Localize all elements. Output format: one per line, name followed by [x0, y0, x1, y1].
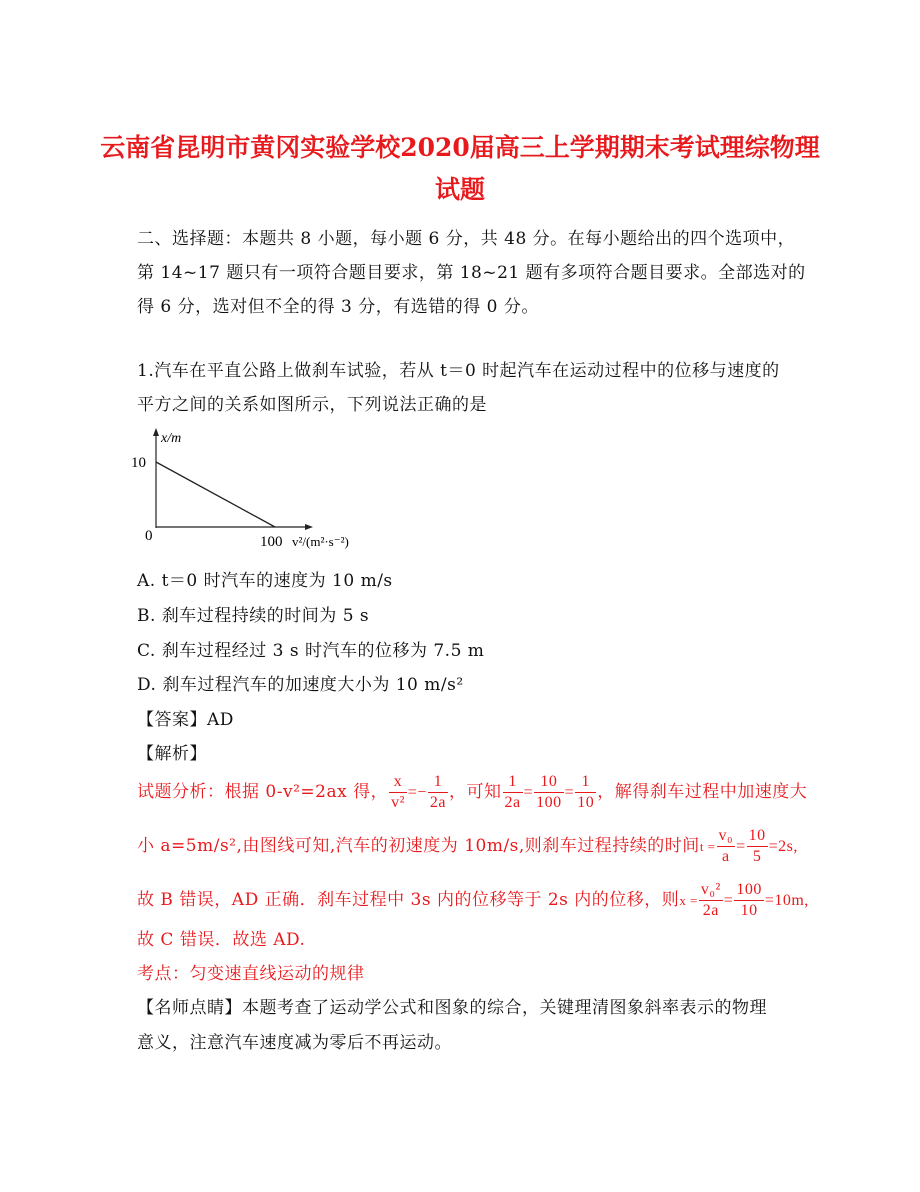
analysis-header: 【解析】 — [137, 744, 207, 764]
data-line — [156, 462, 275, 527]
y-tick-label: 10 — [131, 455, 146, 471]
question-stem: 1.汽车在平直公路上做刹车试验，若从 t＝0 时起汽车在运动过程中的位移与速度的 — [137, 361, 780, 381]
fraction: $\frac{1}{2a}$ — [504, 773, 521, 811]
intro-line: 得 6 分，选对但不全的得 3 分，有选错的得 0 分。 — [137, 297, 539, 317]
answer: 【答案】AD — [137, 710, 234, 730]
fraction: $\frac{1}{10}$ — [577, 773, 595, 811]
fraction: $\frac{100}{10}$ — [736, 881, 762, 919]
fraction: $\frac{\text{v₀}}{a}$ — [718, 827, 734, 865]
x-axis-label: v²/(m²·s⁻²) — [292, 534, 349, 549]
y-axis-arrow — [153, 428, 159, 436]
analysis-line-1: 试题分析：根据 0-v²=2ax 得， $\frac{x}{\text{v²}}$ =− $\frac{1}{2a}$ ，可知 $\frac{1}{2a}$ = $\frac{10}{100}$ = $\frac{1}{10}$ ，解得刹车过程中加速度大 — [137, 773, 808, 811]
option-c: C. 刹车过程经过 3 s 时汽车的位移为 7.5 m — [137, 641, 485, 661]
x-vs-v2-graph — [130, 420, 390, 560]
document-title-cont: 试题 — [434, 175, 485, 204]
question-stem: 平方之间的关系如图所示，下列说法正确的是 — [137, 395, 487, 415]
analysis-line-4: 故 C 错误．故选 AD. — [137, 930, 306, 950]
x-tick-label: 100 — [260, 534, 283, 550]
analysis-line-3: 故 B 错误，AD 正确．刹车过程中 3s 内的位移等于 2s 内的位移，则x = $\frac{\text{v₀²}}{2a}$ = $\frac{100}{10}$ =10m, — [137, 881, 809, 919]
option-a: A. t＝0 时汽车的速度为 10 m/s — [137, 571, 393, 591]
analysis-line-2: 小 a=5m/s²,由图线可知,汽车的初速度为 10m/s,则刹车过程持续的时间t = $\frac{\text{v₀}}{a}$ = $\frac{10}{5}$ =2s, — [137, 827, 798, 865]
fraction: $\frac{1}{2a}$ — [429, 773, 447, 811]
teacher-comment: 意义，注意汽车速度减为零后不再运动。 — [137, 1033, 452, 1053]
intro-line: 二、选择题：本题共 8 小题，每小题 6 分，共 48 分。在每小题给出的四个选项中， — [137, 229, 796, 249]
document-title: 云南省昆明市黄冈实验学校2020届高三上学期期末考试理综物理 — [100, 133, 820, 162]
knowledge-point: 考点：匀变速直线运动的规律 — [137, 964, 365, 984]
fraction: $\frac{\text{v₀²}}{2a}$ — [700, 881, 721, 919]
x-axis-arrow — [305, 524, 313, 530]
intro-line: 第 14~17 题只有一项符合题目要求，第 18~21 题有多项符合题目要求。全部选对的 — [137, 263, 806, 283]
fraction: $\frac{10}{5}$ — [748, 827, 766, 865]
option-b: B. 刹车过程持续的时间为 5 s — [137, 606, 370, 626]
fraction: $\frac{x}{\text{v²}}$ — [391, 773, 405, 811]
fraction: $\frac{10}{100}$ — [536, 773, 562, 811]
origin-label: 0 — [145, 528, 153, 544]
option-d: D. 刹车过程汽车的加速度大小为 10 m/s² — [137, 675, 464, 695]
y-axis-label: x/m — [161, 431, 182, 446]
text: 试题分析：根据 0-v²=2ax 得， — [137, 782, 389, 802]
teacher-comment: 【名师点睛】本题考查了运动学公式和图象的综合，关键理清图象斜率表示的物理 — [137, 998, 767, 1018]
